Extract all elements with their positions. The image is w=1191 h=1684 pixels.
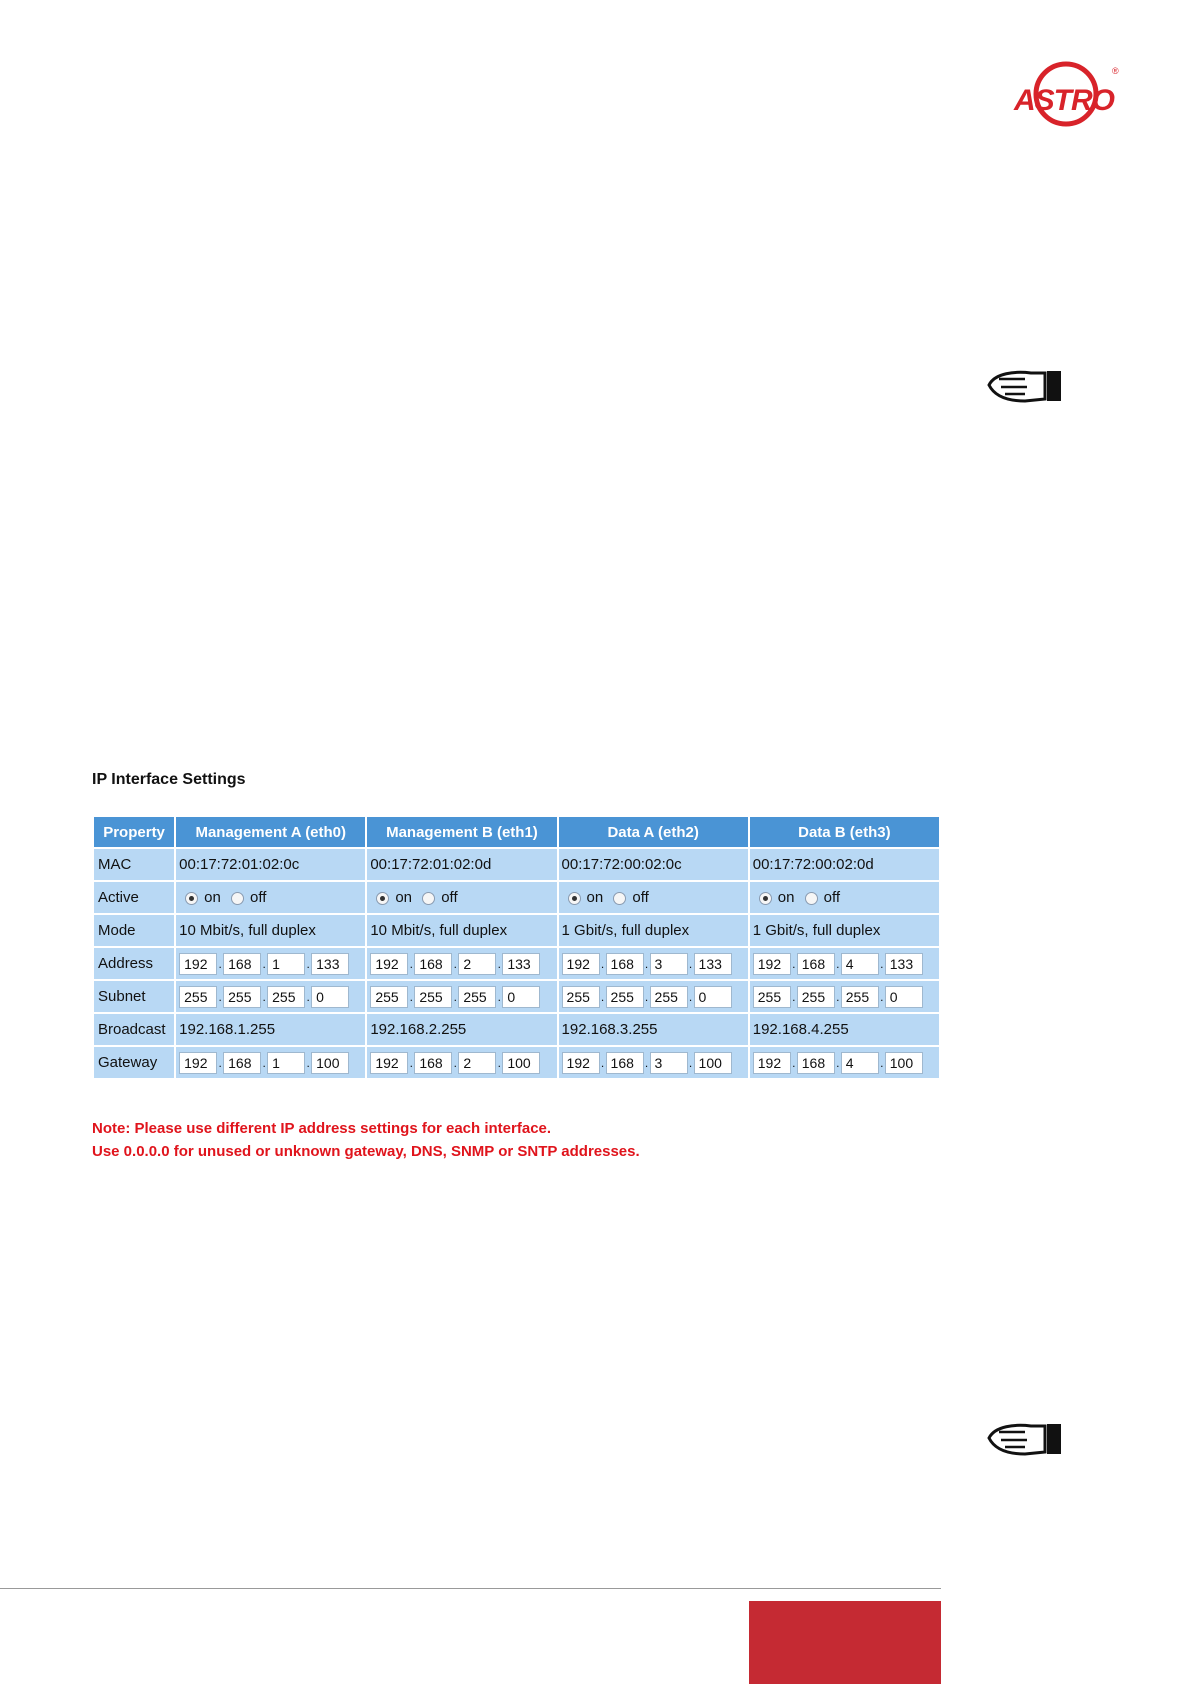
footer-divider	[0, 1588, 941, 1589]
subnet-cell: 255 . 255 . 255 . 0	[176, 981, 365, 1012]
subnet-cell: 255 . 255 . 255 . 0	[559, 981, 748, 1012]
address-cell: 192 . 168 . 2 . 133	[367, 948, 556, 979]
gateway-cell: 192 . 168 . 3 . 100	[559, 1047, 748, 1078]
subnet-octet-1[interactable]	[562, 986, 600, 1008]
address-octet-3[interactable]	[458, 953, 496, 975]
radio-off-label: off	[441, 889, 458, 906]
radio-on[interactable]	[759, 892, 772, 905]
radio-on-label: on	[777, 889, 795, 906]
row-address	[94, 948, 939, 979]
row-label-broadcast: Broadcast	[94, 1014, 174, 1045]
subnet-octet-4[interactable]	[885, 986, 923, 1008]
note-different-ip: Note: Please use different IP address settings for each interface.	[92, 1120, 552, 1137]
subnet-octet-3[interactable]	[841, 986, 879, 1008]
subnet-octet-1[interactable]	[370, 986, 408, 1008]
address-octet-3[interactable]	[650, 953, 688, 975]
astro-logo	[1010, 54, 1120, 134]
radio-on-label: on	[395, 889, 413, 906]
active-radio-group	[176, 882, 365, 913]
gateway-octet-3[interactable]	[650, 1052, 688, 1074]
mac-value: 00:17:72:00:02:0c	[559, 849, 748, 880]
gateway-octet-1[interactable]	[562, 1052, 600, 1074]
row-label-gateway: Gateway	[94, 1047, 174, 1078]
address-octet-1[interactable]	[562, 953, 600, 975]
broadcast-value: 192.168.3.255	[559, 1014, 748, 1045]
address-octet-2[interactable]	[223, 953, 261, 975]
address-octet-1[interactable]	[753, 953, 791, 975]
gateway-octet-3[interactable]	[458, 1052, 496, 1074]
mode-value: 10 Mbit/s, full duplex	[176, 915, 365, 946]
subnet-cell: 255 . 255 . 255 . 0	[750, 981, 939, 1012]
row-label-mode: Mode	[94, 915, 174, 946]
pointing-hand-icon	[985, 1418, 1069, 1458]
radio-off[interactable]	[422, 892, 435, 905]
address-octet-4[interactable]	[885, 953, 923, 975]
header-management-b: Management B (eth1)	[367, 817, 556, 847]
subnet-octet-2[interactable]	[414, 986, 452, 1008]
gateway-cell: 192 . 168 . 1 . 100	[176, 1047, 365, 1078]
mac-value: 00:17:72:01:02:0d	[367, 849, 556, 880]
mac-value: 00:17:72:01:02:0c	[176, 849, 365, 880]
gateway-octet-2[interactable]	[606, 1052, 644, 1074]
subnet-octet-4[interactable]	[694, 986, 732, 1008]
subnet-octet-2[interactable]	[797, 986, 835, 1008]
gateway-octet-2[interactable]	[223, 1052, 261, 1074]
radio-on[interactable]	[568, 892, 581, 905]
pointing-hand-icon	[985, 365, 1069, 405]
radio-on-label: on	[586, 889, 604, 906]
radio-off[interactable]	[613, 892, 626, 905]
gateway-octet-4[interactable]	[311, 1052, 349, 1074]
radio-off[interactable]	[805, 892, 818, 905]
address-octet-2[interactable]	[606, 953, 644, 975]
active-radio-group	[559, 882, 748, 913]
gateway-octet-1[interactable]	[370, 1052, 408, 1074]
gateway-octet-2[interactable]	[414, 1052, 452, 1074]
mode-value: 1 Gbit/s, full duplex	[750, 915, 939, 946]
section-title: IP Interface Settings	[92, 771, 246, 788]
subnet-octet-4[interactable]	[311, 986, 349, 1008]
subnet-octet-2[interactable]	[606, 986, 644, 1008]
row-active	[94, 882, 939, 913]
ip-interface-table	[92, 815, 941, 1080]
footer-brand-block	[749, 1601, 941, 1684]
row-label-active: Active	[94, 882, 174, 913]
address-octet-4[interactable]	[694, 953, 732, 975]
note-unused-gateway: Use 0.0.0.0 for unused or unknown gateway, DNS, SNMP or SNTP addresses.	[92, 1143, 640, 1160]
address-octet-2[interactable]	[414, 953, 452, 975]
subnet-octet-3[interactable]	[267, 986, 305, 1008]
gateway-octet-4[interactable]	[502, 1052, 540, 1074]
radio-on[interactable]	[185, 892, 198, 905]
radio-off-label: off	[250, 889, 267, 906]
radio-off-label: off	[823, 889, 841, 906]
subnet-cell: 255 . 255 . 255 . 0	[367, 981, 556, 1012]
row-label-subnet: Subnet	[94, 981, 174, 1012]
radio-off[interactable]	[231, 892, 244, 905]
header-data-b: Data B (eth3)	[750, 817, 939, 847]
header-management-a: Management A (eth0)	[176, 817, 365, 847]
registered-mark: ®	[1112, 66, 1119, 76]
mac-value: 00:17:72:00:02:0d	[750, 849, 939, 880]
header-property: Property	[94, 817, 174, 847]
gateway-octet-1[interactable]	[753, 1052, 791, 1074]
row-mac	[94, 849, 939, 880]
row-mode	[94, 915, 939, 946]
address-octet-3[interactable]	[841, 953, 879, 975]
address-octet-4[interactable]	[502, 953, 540, 975]
subnet-octet-1[interactable]	[753, 986, 791, 1008]
radio-off-label: off	[632, 889, 649, 906]
gateway-octet-3[interactable]	[841, 1052, 879, 1074]
address-cell: 192 . 168 . 4 . 133	[750, 948, 939, 979]
address-octet-3[interactable]	[267, 953, 305, 975]
broadcast-value: 192.168.2.255	[367, 1014, 556, 1045]
gateway-cell: 192 . 168 . 4 . 100	[750, 1047, 939, 1078]
gateway-octet-4[interactable]	[694, 1052, 732, 1074]
row-gateway	[94, 1047, 939, 1078]
subnet-octet-1[interactable]	[179, 986, 217, 1008]
address-octet-1[interactable]	[179, 953, 217, 975]
header-data-a: Data A (eth2)	[559, 817, 748, 847]
subnet-octet-4[interactable]	[502, 986, 540, 1008]
subnet-octet-3[interactable]	[650, 986, 688, 1008]
address-cell: 192 . 168 . 1 . 133	[176, 948, 365, 979]
gateway-octet-2[interactable]	[797, 1052, 835, 1074]
gateway-octet-1[interactable]	[179, 1052, 217, 1074]
broadcast-value: 192.168.1.255	[176, 1014, 365, 1045]
address-octet-4[interactable]	[311, 953, 349, 975]
gateway-octet-3[interactable]	[267, 1052, 305, 1074]
row-broadcast	[94, 1014, 939, 1045]
mode-value: 1 Gbit/s, full duplex	[559, 915, 748, 946]
row-subnet	[94, 981, 939, 1012]
active-radio-group	[367, 882, 556, 913]
logo-text: ASTRO	[1014, 84, 1114, 117]
subnet-octet-3[interactable]	[458, 986, 496, 1008]
subnet-octet-2[interactable]	[223, 986, 261, 1008]
row-label-mac: MAC	[94, 849, 174, 880]
radio-on-label: on	[204, 889, 221, 906]
broadcast-value: 192.168.4.255	[750, 1014, 939, 1045]
row-label-address: Address	[94, 948, 174, 979]
radio-on[interactable]	[376, 892, 389, 905]
gateway-cell: 192 . 168 . 2 . 100	[367, 1047, 556, 1078]
address-octet-2[interactable]	[797, 953, 835, 975]
address-cell: 192 . 168 . 3 . 133	[559, 948, 748, 979]
mode-value: 10 Mbit/s, full duplex	[367, 915, 556, 946]
header-row	[94, 817, 939, 847]
gateway-octet-4[interactable]	[885, 1052, 923, 1074]
address-octet-1[interactable]	[370, 953, 408, 975]
active-radio-group	[750, 882, 939, 913]
